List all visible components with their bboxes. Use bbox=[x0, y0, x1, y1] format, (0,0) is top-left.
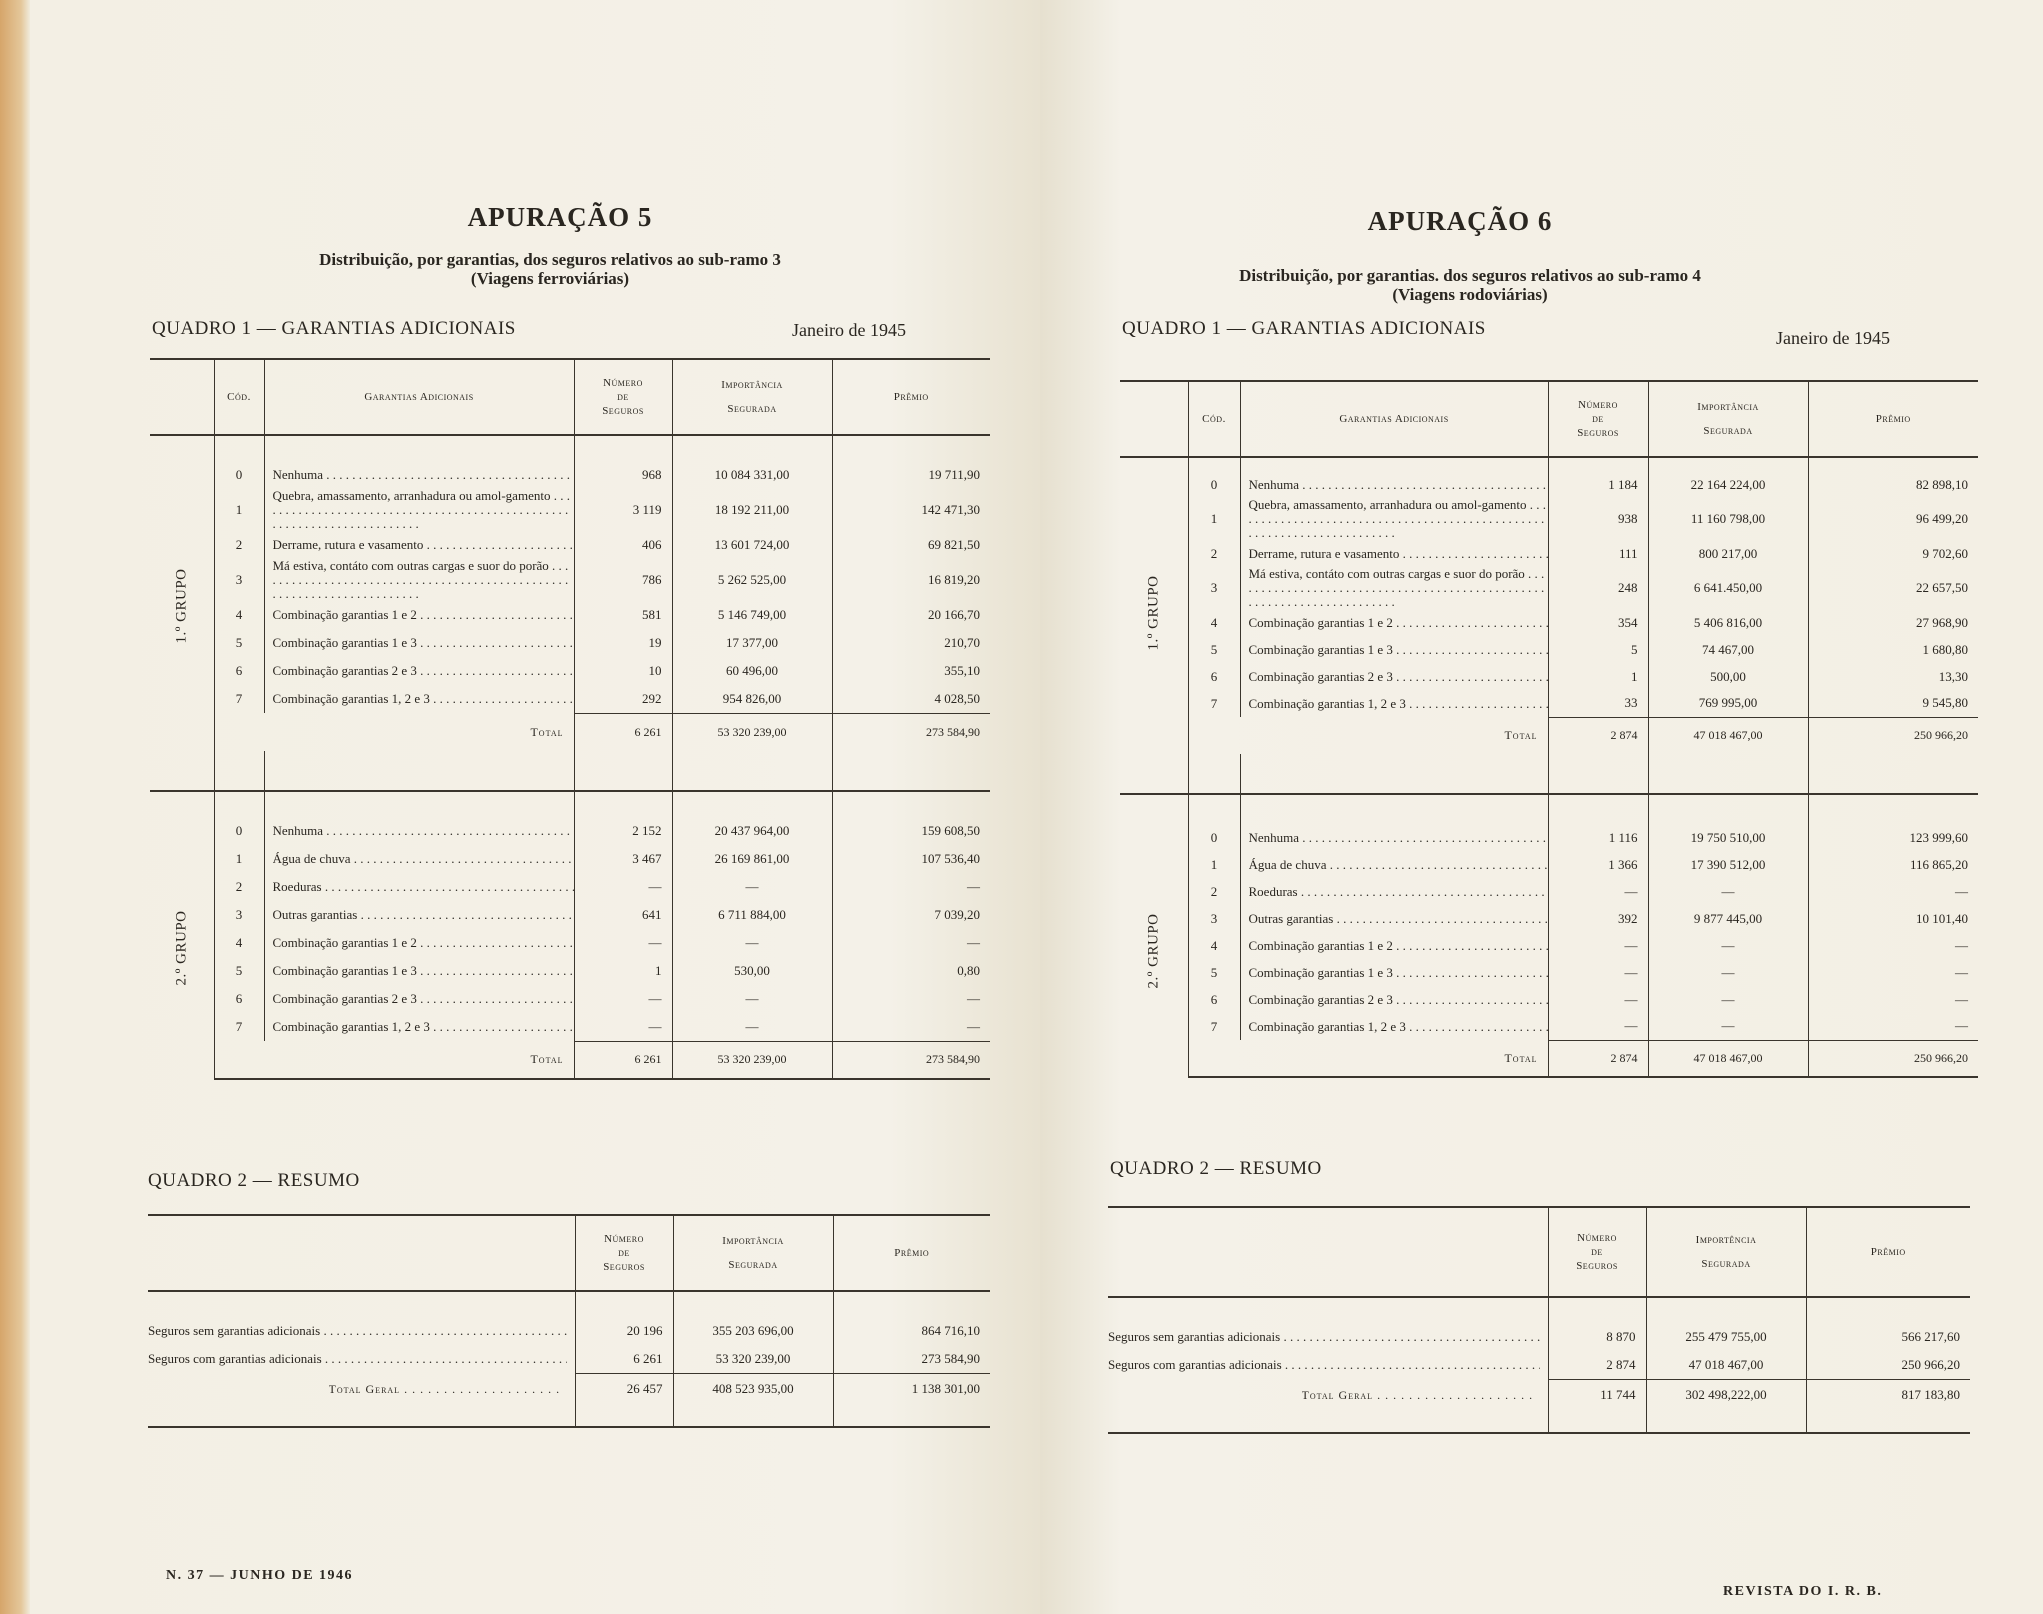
row-premium: 107 536,40 bbox=[832, 845, 990, 873]
row-premium: 210,70 bbox=[832, 629, 990, 657]
row-premium: 1 680,80 bbox=[1808, 636, 1978, 663]
total-amount: 47 018 467,00 bbox=[1648, 717, 1808, 754]
summary-row bbox=[1108, 1351, 1970, 1379]
row-description: Outras garantias . . . bbox=[1240, 905, 1548, 932]
total-amount: 47 018 467,00 bbox=[1648, 1040, 1808, 1077]
row-code: 6 bbox=[214, 985, 264, 1013]
row-code: 0 bbox=[1188, 824, 1240, 851]
group-label: 2.º GRUPO bbox=[173, 910, 190, 986]
row-count: — bbox=[574, 985, 672, 1013]
row-code: 6 bbox=[214, 657, 264, 685]
row-code: 0 bbox=[214, 461, 264, 489]
row-code: 2 bbox=[1188, 878, 1240, 905]
summary-label: Seguros com garantias adicionais . . . bbox=[1108, 1351, 1548, 1379]
table-row bbox=[150, 817, 990, 845]
row-amount: 74 467,00 bbox=[1648, 636, 1808, 663]
row-code: 3 bbox=[214, 901, 264, 929]
row-count: — bbox=[574, 873, 672, 901]
row-premium: 69 821,50 bbox=[832, 531, 990, 559]
row-premium: 10 101,40 bbox=[1808, 905, 1978, 932]
row-premium: 9 545,80 bbox=[1808, 690, 1978, 717]
row-count: 641 bbox=[574, 901, 672, 929]
table-row bbox=[1120, 851, 1978, 878]
total-amount: 53 320 239,00 bbox=[672, 713, 832, 751]
row-code: 3 bbox=[1188, 567, 1240, 609]
total-count: 2 874 bbox=[1548, 717, 1648, 754]
row-code: 0 bbox=[214, 817, 264, 845]
table-row bbox=[1120, 498, 1978, 540]
total-row bbox=[150, 1041, 990, 1079]
row-count: 292 bbox=[574, 685, 672, 713]
row-code: 5 bbox=[214, 957, 264, 985]
row-code: 2 bbox=[214, 531, 264, 559]
summary-amount: 53 320 239,00 bbox=[673, 1345, 833, 1373]
table-row bbox=[150, 657, 990, 685]
row-code: 1 bbox=[1188, 498, 1240, 540]
quadro2-heading: QUADRO 2 — RESUMO bbox=[148, 1170, 360, 1191]
row-amount: 500,00 bbox=[1648, 663, 1808, 690]
row-amount: 800 217,00 bbox=[1648, 540, 1808, 567]
row-premium: 82 898,10 bbox=[1808, 471, 1978, 498]
row-count: 5 bbox=[1548, 636, 1648, 663]
table-row bbox=[150, 845, 990, 873]
guarantees-table bbox=[150, 358, 990, 1080]
row-amount: — bbox=[672, 929, 832, 957]
header-numero: Número de Seguros bbox=[574, 359, 672, 435]
right-page bbox=[1040, 0, 2043, 1614]
summary-row bbox=[148, 1345, 990, 1373]
row-premium: — bbox=[832, 929, 990, 957]
row-code: 0 bbox=[1188, 471, 1240, 498]
row-premium: 159 608,50 bbox=[832, 817, 990, 845]
left-page bbox=[30, 0, 1040, 1614]
row-premium: 123 999,60 bbox=[1808, 824, 1978, 851]
total-label: Total bbox=[1240, 1040, 1548, 1077]
row-description: Combinação garantias 1, 2 e 3 . . . bbox=[1240, 1013, 1548, 1040]
row-description: Combinação garantias 2 e 3 . . . bbox=[264, 657, 574, 685]
row-count: 111 bbox=[1548, 540, 1648, 567]
summary-premium: 566 217,60 bbox=[1806, 1323, 1970, 1351]
row-description: Combinação garantias 1, 2 e 3 . . . bbox=[264, 1013, 574, 1041]
row-premium: 355,10 bbox=[832, 657, 990, 685]
page-subtitle bbox=[1120, 266, 1820, 304]
table-row bbox=[1120, 609, 1978, 636]
quadro1-heading: QUADRO 1 — GARANTIAS ADICIONAIS bbox=[152, 318, 516, 339]
row-premium: — bbox=[832, 873, 990, 901]
table-date: Janeiro de 1945 bbox=[792, 320, 906, 340]
summary-header-premio: Prêmio bbox=[833, 1215, 990, 1291]
table-row bbox=[1120, 567, 1978, 609]
row-description: Combinação garantias 1, 2 e 3 . . . bbox=[1240, 690, 1548, 717]
row-code: 7 bbox=[1188, 690, 1240, 717]
row-code: 1 bbox=[214, 489, 264, 531]
table-row bbox=[1120, 636, 1978, 663]
row-count: 581 bbox=[574, 601, 672, 629]
row-amount: 17 390 512,00 bbox=[1648, 851, 1808, 878]
total-label: Total bbox=[264, 1041, 574, 1079]
row-description: Roeduras . . . bbox=[264, 873, 574, 901]
row-description: Combinação garantias 1 e 2 . . . bbox=[264, 601, 574, 629]
row-code: 1 bbox=[214, 845, 264, 873]
summary-row bbox=[148, 1317, 990, 1345]
row-premium: 13,30 bbox=[1808, 663, 1978, 690]
row-amount: 10 084 331,00 bbox=[672, 461, 832, 489]
row-count: — bbox=[1548, 986, 1648, 1013]
subtitle-line-1: Distribuição, por garantias, dos seguros relativos ao sub-ramo 3 bbox=[319, 250, 781, 269]
table-row bbox=[150, 629, 990, 657]
table-row bbox=[1120, 986, 1978, 1013]
row-premium: 16 819,20 bbox=[832, 559, 990, 601]
subtitle-line-2: (Viagens ferroviárias) bbox=[470, 269, 630, 288]
table-row bbox=[150, 559, 990, 601]
row-count: 19 bbox=[574, 629, 672, 657]
row-count: — bbox=[1548, 932, 1648, 959]
summary-header-numero: Número de Seguros bbox=[1548, 1207, 1646, 1297]
row-count: 33 bbox=[1548, 690, 1648, 717]
row-count: 10 bbox=[574, 657, 672, 685]
total-premium: 273 584,90 bbox=[832, 1041, 990, 1079]
row-code: 3 bbox=[214, 559, 264, 601]
row-code: 2 bbox=[1188, 540, 1240, 567]
table-row bbox=[1120, 663, 1978, 690]
row-description: Combinação garantias 2 e 3 . . . bbox=[1240, 663, 1548, 690]
row-description: Nenhuma . . . bbox=[264, 461, 574, 489]
header-garantias: Garantias Adicionais bbox=[1240, 381, 1548, 457]
row-count: 3 119 bbox=[574, 489, 672, 531]
row-description: Combinação garantias 1 e 3 . . . bbox=[1240, 636, 1548, 663]
row-amount: — bbox=[672, 873, 832, 901]
row-description: Água de chuva . . . bbox=[1240, 851, 1548, 878]
row-description: Combinação garantias 1 e 2 . . . bbox=[1240, 932, 1548, 959]
row-amount: — bbox=[1648, 959, 1808, 986]
table-row bbox=[150, 685, 990, 713]
header-cod: Cód. bbox=[1188, 381, 1240, 457]
row-count: 1 bbox=[574, 957, 672, 985]
row-code: 7 bbox=[214, 1013, 264, 1041]
group-label: 1.º GRUPO bbox=[1145, 575, 1162, 650]
summary-count: 20 196 bbox=[575, 1317, 673, 1345]
row-premium: 0,80 bbox=[832, 957, 990, 985]
row-code: 5 bbox=[1188, 959, 1240, 986]
row-description: Combinação garantias 1 e 3 . . . bbox=[1240, 959, 1548, 986]
total-premium: 250 966,20 bbox=[1808, 1040, 1978, 1077]
row-premium: — bbox=[1808, 1013, 1978, 1040]
row-count: 968 bbox=[574, 461, 672, 489]
page-title: APURAÇÃO 6 bbox=[1367, 206, 1553, 236]
total-label: Total bbox=[530, 724, 564, 739]
row-code: 5 bbox=[1188, 636, 1240, 663]
row-count: 248 bbox=[1548, 567, 1648, 609]
table-row bbox=[1120, 540, 1978, 567]
row-description: Nenhuma . . . bbox=[1240, 471, 1548, 498]
table-row bbox=[1120, 471, 1978, 498]
summary-row bbox=[1108, 1323, 1970, 1351]
row-amount: 5 146 749,00 bbox=[672, 601, 832, 629]
row-description: Má estiva, contáto com outras cargas e suor do porão . . . bbox=[1240, 567, 1548, 609]
row-amount: 6 711 884,00 bbox=[672, 901, 832, 929]
table-date: Janeiro de 1945 bbox=[1776, 328, 1890, 348]
total-label: Total bbox=[1504, 728, 1538, 742]
row-description: Quebra, amassamento, arranhadura ou amol-gamento . . . bbox=[1240, 498, 1548, 540]
summary-label: Seguros sem garantias adicionais . . . bbox=[148, 1317, 575, 1345]
row-description: Combinação garantias 1 e 2 . . . bbox=[264, 929, 574, 957]
row-amount: — bbox=[1648, 932, 1808, 959]
row-premium: 116 865,20 bbox=[1808, 851, 1978, 878]
table-row bbox=[150, 489, 990, 531]
row-count: 1 bbox=[1548, 663, 1648, 690]
row-premium: 4 028,50 bbox=[832, 685, 990, 713]
row-amount: — bbox=[672, 1013, 832, 1041]
row-description: Combinação garantias 1 e 3 . . . bbox=[264, 957, 574, 985]
total-row bbox=[1120, 1040, 1978, 1077]
summary-total-amount: 408 523 935,00 bbox=[673, 1373, 833, 1405]
row-code: 6 bbox=[1188, 986, 1240, 1013]
row-code: 7 bbox=[1188, 1013, 1240, 1040]
row-count: — bbox=[574, 1013, 672, 1041]
row-amount: 22 164 224,00 bbox=[1648, 471, 1808, 498]
summary-body bbox=[148, 1291, 990, 1427]
page-title: APURAÇÃO 5 bbox=[467, 202, 653, 232]
row-description: Nenhuma . . . bbox=[264, 817, 574, 845]
row-amount: 530,00 bbox=[672, 957, 832, 985]
total-count: 6 261 bbox=[574, 1041, 672, 1079]
page-footer: REVISTA DO I. R. B. bbox=[1723, 1584, 1883, 1599]
summary-count: 8 870 bbox=[1548, 1323, 1646, 1351]
row-description: Outras garantias . . . bbox=[264, 901, 574, 929]
row-amount: 6 641.450,00 bbox=[1648, 567, 1808, 609]
summary-header-importancia: Importância Segurada bbox=[673, 1215, 833, 1291]
total-premium: 250 966,20 bbox=[1808, 717, 1978, 754]
table-row bbox=[1120, 878, 1978, 905]
summary-amount: 47 018 467,00 bbox=[1646, 1351, 1806, 1379]
table-row bbox=[1120, 690, 1978, 717]
row-count: 1 116 bbox=[1548, 824, 1648, 851]
row-amount: 13 601 724,00 bbox=[672, 531, 832, 559]
row-description: Combinação garantias 1, 2 e 3 . . . bbox=[264, 685, 574, 713]
summary-table bbox=[1108, 1206, 1970, 1434]
row-count: — bbox=[1548, 1013, 1648, 1040]
group-label: 2.º GRUPO bbox=[1145, 913, 1162, 988]
header-cod: Cód. bbox=[214, 359, 264, 435]
row-code: 6 bbox=[1188, 663, 1240, 690]
summary-count: 2 874 bbox=[1548, 1351, 1646, 1379]
row-count: — bbox=[1548, 959, 1648, 986]
row-description: Combinação garantias 1 e 3 . . . bbox=[264, 629, 574, 657]
row-count: 392 bbox=[1548, 905, 1648, 932]
summary-header-importancia: Importência Segurada bbox=[1646, 1207, 1806, 1297]
summary-total-premium: 1 138 301,00 bbox=[833, 1373, 990, 1405]
guarantees-table bbox=[1120, 380, 1978, 1078]
row-count: 406 bbox=[574, 531, 672, 559]
row-code: 5 bbox=[214, 629, 264, 657]
summary-premium: 250 966,20 bbox=[1806, 1351, 1970, 1379]
group-2-body bbox=[150, 791, 990, 1079]
total-premium: 273 584,90 bbox=[832, 713, 990, 751]
row-amount: 60 496,00 bbox=[672, 657, 832, 685]
table-row bbox=[1120, 824, 1978, 851]
header-importancia: Importância Segurada bbox=[672, 359, 832, 435]
row-count: 3 467 bbox=[574, 845, 672, 873]
total-count: 2 874 bbox=[1548, 1040, 1648, 1077]
row-amount: — bbox=[1648, 878, 1808, 905]
table-row bbox=[1120, 932, 1978, 959]
row-code: 3 bbox=[1188, 905, 1240, 932]
row-premium: — bbox=[1808, 932, 1978, 959]
row-amount: — bbox=[1648, 1013, 1808, 1040]
row-description: Combinação garantias 1 e 2 . . . bbox=[1240, 609, 1548, 636]
table-row bbox=[150, 985, 990, 1013]
row-description: Derrame, rutura e vasamento . . . bbox=[1240, 540, 1548, 567]
summary-amount: 355 203 696,00 bbox=[673, 1317, 833, 1345]
row-description: Má estiva, contáto com outras cargas e suor do porão . . . bbox=[264, 559, 574, 601]
header-premio: Prêmio bbox=[832, 359, 990, 435]
row-count: 354 bbox=[1548, 609, 1648, 636]
table-row bbox=[1120, 905, 1978, 932]
summary-amount: 255 479 755,00 bbox=[1646, 1323, 1806, 1351]
row-code: 4 bbox=[1188, 932, 1240, 959]
row-premium: — bbox=[1808, 878, 1978, 905]
header-garantias: Garantias Adicionais bbox=[264, 359, 574, 435]
row-code: 1 bbox=[1188, 851, 1240, 878]
summary-header-premio: Prêmio bbox=[1806, 1207, 1970, 1297]
row-amount: 11 160 798,00 bbox=[1648, 498, 1808, 540]
row-amount: 5 406 816,00 bbox=[1648, 609, 1808, 636]
table-row bbox=[150, 531, 990, 559]
row-premium: — bbox=[1808, 959, 1978, 986]
table-row bbox=[150, 601, 990, 629]
subtitle-line-2: (Viagens rodoviárias) bbox=[1392, 285, 1548, 304]
row-code: 4 bbox=[214, 929, 264, 957]
quadro2-heading: QUADRO 2 — RESUMO bbox=[1110, 1158, 1322, 1179]
row-description: Combinação garantias 2 e 3 . . . bbox=[264, 985, 574, 1013]
page-subtitle bbox=[200, 250, 900, 288]
summary-body bbox=[1108, 1297, 1970, 1433]
row-count: — bbox=[1548, 878, 1648, 905]
row-amount: 9 877 445,00 bbox=[1648, 905, 1808, 932]
group-1-body bbox=[1120, 457, 1978, 794]
row-code: 4 bbox=[214, 601, 264, 629]
row-amount: 19 750 510,00 bbox=[1648, 824, 1808, 851]
subtitle-line-1: Distribuição, por garantias. dos seguros relativos ao sub-ramo 4 bbox=[1239, 266, 1701, 285]
row-amount: 954 826,00 bbox=[672, 685, 832, 713]
row-premium: 22 657,50 bbox=[1808, 567, 1978, 609]
table-row bbox=[1120, 959, 1978, 986]
book-edge bbox=[0, 0, 30, 1614]
summary-label: Seguros com garantias adicionais . . . bbox=[148, 1345, 575, 1373]
total-row bbox=[1120, 717, 1978, 754]
summary-total-label: Total Geral . . . bbox=[148, 1373, 575, 1405]
row-count: 786 bbox=[574, 559, 672, 601]
row-premium: 9 702,60 bbox=[1808, 540, 1978, 567]
row-count: 938 bbox=[1548, 498, 1648, 540]
summary-premium: 273 584,90 bbox=[833, 1345, 990, 1373]
row-description: Combinação garantias 2 e 3 . . . bbox=[1240, 986, 1548, 1013]
summary-total-row bbox=[148, 1373, 990, 1405]
summary-total-label: Total Geral . . . bbox=[1108, 1379, 1548, 1411]
row-code: 2 bbox=[214, 873, 264, 901]
row-description: Nenhuma . . . bbox=[1240, 824, 1548, 851]
row-amount: 769 995,00 bbox=[1648, 690, 1808, 717]
group-1-body bbox=[150, 435, 990, 791]
table-row bbox=[150, 1013, 990, 1041]
row-premium: 96 499,20 bbox=[1808, 498, 1978, 540]
table-row bbox=[1120, 1013, 1978, 1040]
row-premium: — bbox=[1808, 986, 1978, 1013]
quadro1-heading: QUADRO 1 — GARANTIAS ADICIONAIS bbox=[1122, 318, 1486, 339]
page-footer: N. 37 — JUNHO DE 1946 bbox=[166, 1568, 354, 1583]
row-premium: — bbox=[832, 985, 990, 1013]
summary-total-row bbox=[1108, 1379, 1970, 1411]
row-count: 2 152 bbox=[574, 817, 672, 845]
row-code: 4 bbox=[1188, 609, 1240, 636]
summary-total-count: 11 744 bbox=[1548, 1379, 1646, 1411]
row-count: 1 366 bbox=[1548, 851, 1648, 878]
group-2-body bbox=[1120, 794, 1978, 1077]
summary-count: 6 261 bbox=[575, 1345, 673, 1373]
summary-premium: 864 716,10 bbox=[833, 1317, 990, 1345]
row-amount: 18 192 211,00 bbox=[672, 489, 832, 531]
summary-label: Seguros sem garantias adicionais . . . bbox=[1108, 1323, 1548, 1351]
row-description: Derrame, rutura e vasamento . . . bbox=[264, 531, 574, 559]
table-row bbox=[150, 957, 990, 985]
row-amount: — bbox=[672, 985, 832, 1013]
summary-total-count: 26 457 bbox=[575, 1373, 673, 1405]
row-description: Quebra, amassamento, arranhadura ou amol-gamento . . . bbox=[264, 489, 574, 531]
header-numero: Número de Seguros bbox=[1548, 381, 1648, 457]
row-count: — bbox=[574, 929, 672, 957]
row-premium: 27 968,90 bbox=[1808, 609, 1978, 636]
row-premium: 142 471,30 bbox=[832, 489, 990, 531]
row-amount: 20 437 964,00 bbox=[672, 817, 832, 845]
row-amount: 17 377,00 bbox=[672, 629, 832, 657]
row-premium: 7 039,20 bbox=[832, 901, 990, 929]
total-row bbox=[150, 713, 990, 751]
row-code: 7 bbox=[214, 685, 264, 713]
row-count: 1 184 bbox=[1548, 471, 1648, 498]
table-row bbox=[150, 873, 990, 901]
summary-header-numero: Número de Seguros bbox=[575, 1215, 673, 1291]
header-premio: Prêmio bbox=[1808, 381, 1978, 457]
table-row bbox=[150, 461, 990, 489]
summary-total-premium: 817 183,80 bbox=[1806, 1379, 1970, 1411]
group-label: 1.º GRUPO bbox=[173, 568, 190, 644]
table-row bbox=[150, 929, 990, 957]
total-amount: 53 320 239,00 bbox=[672, 1041, 832, 1079]
row-premium: 20 166,70 bbox=[832, 601, 990, 629]
header-importancia: Importância Segurada bbox=[1648, 381, 1808, 457]
total-count: 6 261 bbox=[574, 713, 672, 751]
row-amount: — bbox=[1648, 986, 1808, 1013]
row-premium: — bbox=[832, 1013, 990, 1041]
summary-total-amount: 302 498,222,00 bbox=[1646, 1379, 1806, 1411]
row-premium: 19 711,90 bbox=[832, 461, 990, 489]
row-description: Roeduras . . . bbox=[1240, 878, 1548, 905]
row-description: Água de chuva . . . bbox=[264, 845, 574, 873]
summary-table bbox=[148, 1214, 990, 1428]
row-amount: 26 169 861,00 bbox=[672, 845, 832, 873]
row-amount: 5 262 525,00 bbox=[672, 559, 832, 601]
table-row bbox=[150, 901, 990, 929]
